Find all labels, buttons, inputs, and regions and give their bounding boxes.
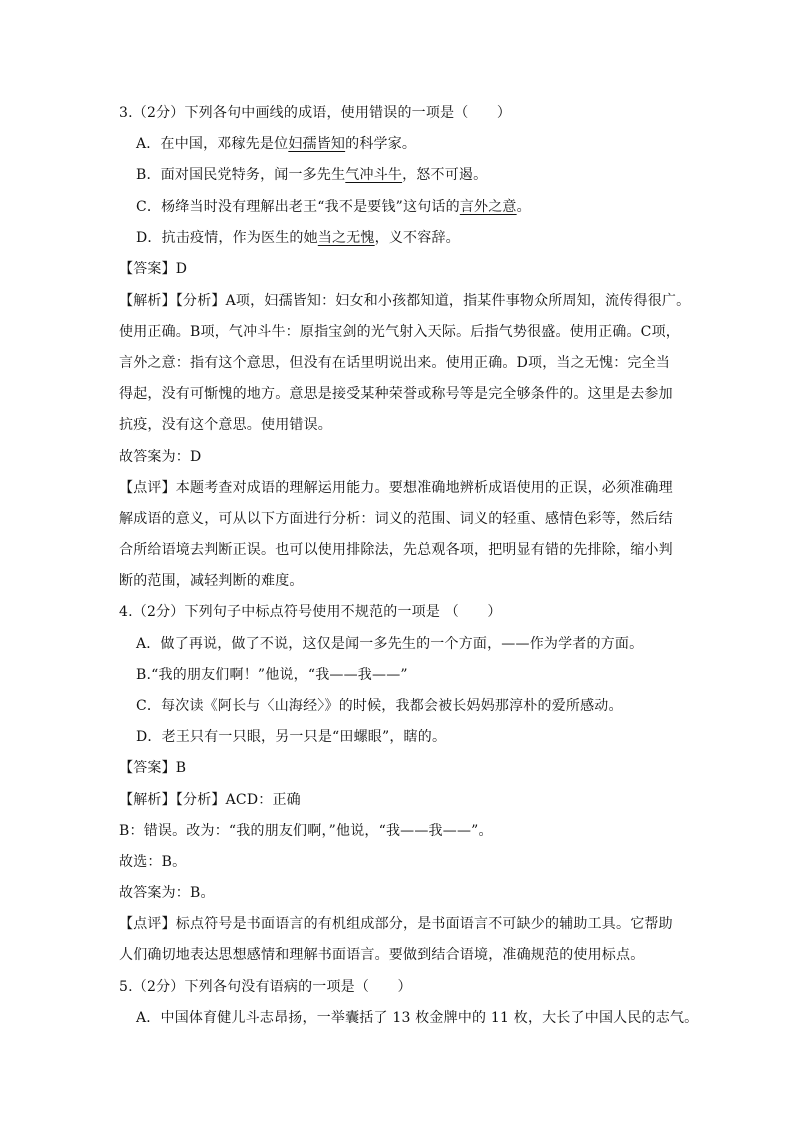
q4-option-a: A．做了再说，做了不说，这仅是闻一多先生的一个方面，——作为学者的方面。 bbox=[136, 636, 644, 652]
q4-analysis-line: B：错误。改为：“我的朋友们啊，”他说，“我——我——”。 bbox=[119, 823, 493, 839]
underlined-idiom: 气冲斗牛 bbox=[345, 167, 403, 183]
q4-option-d: D．老王只有一只眼，另一只是“田螺眼”，瞎的。 bbox=[136, 729, 447, 745]
q3-option-c: C．杨绛当时没有理解出老王“我不是要钱”这句话的言外之意。 bbox=[136, 199, 531, 215]
q3-analysis-line: 言外之意：指有这个意思，但没有在话里明说出来。使用正确。D项，当之无愧：完全当 bbox=[119, 355, 671, 371]
q3-option-b: B．面对国民党特务，闻一多先生气冲斗牛，怒不可遏。 bbox=[136, 167, 488, 183]
question-4-stem: 4.（2分）下列句子中标点符号使用不规范的一项是 （ ） bbox=[119, 604, 502, 620]
q4-answer: 【答案】B bbox=[119, 760, 187, 776]
question-3-stem: 3.（2分）下列各句中画线的成语，使用错误的一项是（ ） bbox=[119, 105, 512, 121]
q3-comment-line: 合所给语境去判断正误。也可以使用排除法，先总观各项，把明显有错的先排除，缩小判 bbox=[119, 542, 673, 558]
q3-analysis-line: 得起，没有可惭愧的地方。意思是接受某种荣誉或称号等是完全够条件的。这里是去参加 bbox=[119, 386, 673, 402]
q3-final-answer: 故答案为：D bbox=[119, 449, 202, 465]
underlined-idiom: 言外之意 bbox=[459, 199, 517, 215]
q4-analysis-line: 【解析】【分析】ACD：正确 bbox=[119, 792, 301, 808]
q5-option-a: A．中国体育健儿斗志昂扬，一举囊括了 13 枚金牌中的 11 枚，大长了中国人民的志气。 bbox=[136, 1010, 699, 1026]
q3-option-a: A．在中国，邓稼先是位妇孺皆知的科学家。 bbox=[136, 136, 417, 152]
q3-comment-line: 【点评】本题考查对成语的理解运用能力。要想准确地辨析成语使用的正误，必须准确理 bbox=[119, 480, 673, 496]
underlined-idiom: 妇孺皆知 bbox=[288, 136, 346, 152]
underlined-idiom: 当之无愧 bbox=[317, 230, 375, 246]
q4-option-c: C．每次读《阿长与〈山海经〉》的时候，我都会被长妈妈那淳朴的爱所感动。 bbox=[136, 698, 623, 714]
question-5-stem: 5.（2分）下列各句没有语病的一项是（ ） bbox=[119, 979, 412, 995]
q3-comment-line: 解成语的意义，可从以下方面进行分析：词义的范围、词义的轻重、感情色彩等，然后结 bbox=[119, 511, 673, 527]
q3-analysis-line: 使用正确。B项，气冲斗牛：原指宝剑的光气射入天际。后指气势很盛。使用正确。C项， bbox=[119, 324, 680, 340]
q4-option-b: B.“我的朋友们啊！”他说，“我——我——” bbox=[136, 667, 408, 683]
q3-answer: 【答案】D bbox=[119, 261, 188, 277]
q3-comment-line: 断的范围，减轻判断的难度。 bbox=[119, 573, 304, 589]
q4-comment-line: 人们确切地表达思想感情和理解书面语言。要做到结合语境，准确规范的使用标点。 bbox=[119, 947, 645, 963]
q4-comment-line: 【点评】标点符号是书面语言的有机组成部分，是书面语言不可缺少的辅助工具。它帮助 bbox=[119, 916, 673, 932]
q3-analysis-line: 【解析】【分析】A项，妇孺皆知：妇女和小孩都知道，指某件事物众所周知，流传得很广。 bbox=[119, 293, 691, 309]
q3-option-d: D．抗击疫情，作为医生的她当之无愧，义不容辞。 bbox=[136, 230, 460, 246]
q3-analysis-line: 抗疫，没有这个意思。使用错误。 bbox=[119, 417, 332, 433]
q4-analysis-line: 故选：B。 bbox=[119, 854, 187, 870]
q4-final-answer: 故答案为：B。 bbox=[119, 885, 215, 901]
